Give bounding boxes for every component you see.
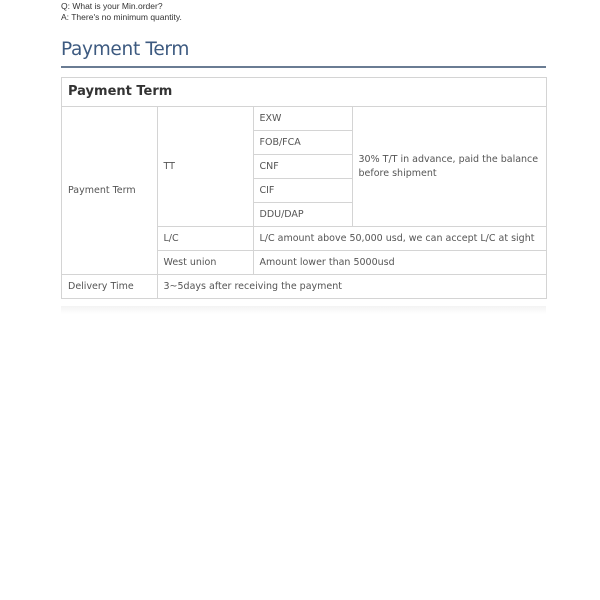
table-row	[62, 275, 546, 299]
tt-terms: 30% T/T in advance, paid the balance before shipment	[352, 107, 546, 227]
faq-block	[61, 1, 182, 23]
tt-method-cnf: CNF	[253, 155, 352, 179]
tt-method-fob-fca: FOB/FCA	[253, 131, 352, 155]
row-label-tt: TT	[157, 107, 253, 227]
table-shadow	[61, 306, 546, 314]
faq-answer: A: There's no minimum quantity.	[61, 12, 182, 22]
lc-terms: L/C amount above 50,000 usd, we can accept L/C at sight	[253, 227, 546, 251]
section-divider	[61, 66, 546, 68]
payment-table-grid	[62, 107, 546, 298]
delivery-terms: 3~5days after receiving the payment	[157, 275, 546, 299]
west-union-terms: Amount lower than 5000usd	[253, 251, 546, 275]
row-label-west-union: West union	[157, 251, 253, 275]
faq-question: Q: What is your Min.order?	[61, 1, 163, 11]
payment-term-table	[61, 77, 547, 299]
table-header: Payment Term	[62, 78, 546, 107]
table-row	[62, 107, 546, 131]
row-label-lc: L/C	[157, 227, 253, 251]
row-label-payment-term: Payment Term	[62, 107, 157, 275]
tt-method-exw: EXW	[253, 107, 352, 131]
section-title: Payment Term	[61, 39, 190, 60]
row-label-delivery-time: Delivery Time	[62, 275, 157, 299]
tt-method-ddu-dap: DDU/DAP	[253, 203, 352, 227]
tt-method-cif: CIF	[253, 179, 352, 203]
